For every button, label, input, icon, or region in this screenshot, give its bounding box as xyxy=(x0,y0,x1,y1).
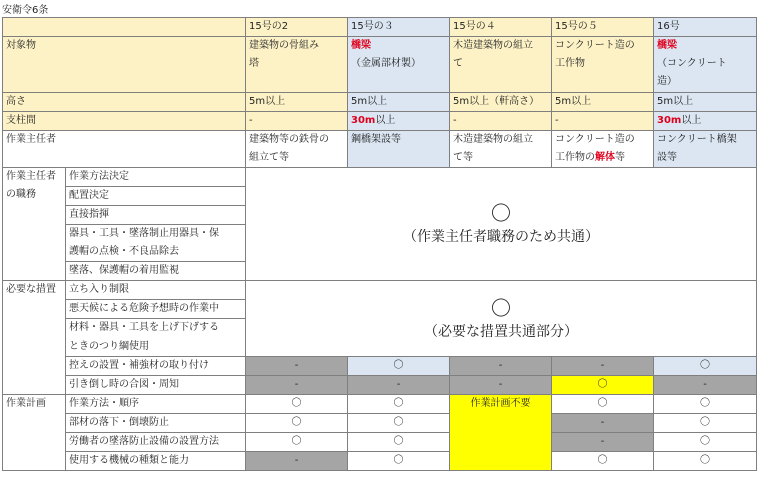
label-shunin: 作業主任者 xyxy=(3,131,246,168)
shokumu-common xyxy=(246,168,757,281)
keikaku-cell: 〇 xyxy=(348,414,450,433)
hikae-cell-2: 〇 xyxy=(348,357,450,376)
text-line: て等 xyxy=(453,152,473,163)
text-line: コンクリート橋架 xyxy=(657,134,737,145)
header-15-3: 15号の３ xyxy=(348,18,450,37)
cell-taisho-5 xyxy=(654,37,757,93)
hikitaoshi-cell-3: - xyxy=(450,376,552,395)
hikitaoshi-cell-2: - xyxy=(348,376,450,395)
label-shichukan: 支柱間 xyxy=(3,112,246,131)
hikitaoshi-cell-4: 〇 xyxy=(552,376,654,395)
keikaku-cell: 〇 xyxy=(348,395,450,414)
text-part: 工作物の xyxy=(555,152,595,163)
cell-shunin-2: 鋼橋架設等 xyxy=(348,131,450,168)
keikaku-item: 部材の落下・倒壊防止 xyxy=(66,414,246,433)
circle-mark: 〇 xyxy=(491,295,511,320)
keikaku-cell: 〇 xyxy=(654,395,757,414)
hikitaoshi-cell-1: - xyxy=(246,376,348,395)
header-16: 16号 xyxy=(654,18,757,37)
cell-shichu-4: - xyxy=(552,112,654,131)
red-text: 橋梁 xyxy=(351,40,371,51)
header-15-5: 15号の５ xyxy=(552,18,654,37)
text-line: 工作物 xyxy=(555,58,585,69)
text-line: 木造建築物の組立 xyxy=(453,40,533,51)
text-suffix: 以上 xyxy=(375,115,396,126)
header-15-4: 15号の４ xyxy=(450,18,552,37)
sochi-item: 立ち入り制限 xyxy=(66,281,246,300)
text-line: 塔 xyxy=(249,58,259,69)
shokumu-item: 直接指揮 xyxy=(66,206,246,225)
label-keikaku: 作業計画 xyxy=(3,395,66,471)
label-takasa: 高さ xyxy=(3,93,246,112)
cell-taisho-2 xyxy=(348,37,450,93)
header-15-2: 15号の2 xyxy=(246,18,348,37)
sheet-title: 安衛令6条 xyxy=(2,5,49,16)
cell-takasa-1: 5m以上 xyxy=(246,93,348,112)
cell-takasa-3: 5m以上（軒高さ） xyxy=(450,93,552,112)
cell-shichu-2 xyxy=(348,112,450,131)
keikaku-cell: 〇 xyxy=(348,452,450,471)
cell-shunin-1 xyxy=(246,131,348,168)
keikaku-cell: 〇 xyxy=(246,433,348,452)
cell-takasa-5: 5m以上 xyxy=(654,93,757,112)
hikae-cell-3: - xyxy=(450,357,552,376)
hikae-cell-4: - xyxy=(552,357,654,376)
cell-shunin-4 xyxy=(552,131,654,168)
cell-taisho-3 xyxy=(450,37,552,93)
keikaku-item: 使用する機械の種類と能力 xyxy=(66,452,246,471)
hikae-cell-1: - xyxy=(246,357,348,376)
text-line xyxy=(555,149,650,167)
keikaku-cell: - xyxy=(246,452,348,471)
red-text: 30m xyxy=(351,115,376,126)
text-line: の職務 xyxy=(6,189,36,200)
red-text: 30m xyxy=(657,115,682,126)
sochi-item: ときのつり綱使用 xyxy=(66,338,246,357)
text-line: 建築物等の鉄骨の xyxy=(249,134,329,145)
text-line: コンクリート造の xyxy=(555,40,635,51)
keikaku-cell: 〇 xyxy=(654,414,757,433)
circle-mark: 〇 xyxy=(491,201,511,225)
hikitaoshi-cell-5: - xyxy=(654,376,757,395)
keikaku-cell: - xyxy=(552,433,654,452)
cell-taisho-4 xyxy=(552,37,654,93)
keikaku-cell: 〇 xyxy=(246,395,348,414)
text-line: 建築物の骨組み xyxy=(249,40,319,51)
cell-shunin-5 xyxy=(654,131,757,168)
label-taishobutsu: 対象物 xyxy=(3,37,246,93)
text-line: 設等 xyxy=(657,152,677,163)
text-line: 組立て等 xyxy=(249,152,289,163)
cell-takasa-4: 5m以上 xyxy=(552,93,654,112)
keikaku-cell: 〇 xyxy=(654,452,757,471)
text-line: 造） xyxy=(657,76,677,87)
text-line: （金属部材製） xyxy=(351,58,421,69)
text-part: 等 xyxy=(615,152,625,163)
keikaku-item: 作業方法・順序 xyxy=(66,395,246,414)
text-line: 作業主任者 xyxy=(6,171,56,182)
shokumu-item: 器具・工具・墜落制止用器具・保 xyxy=(66,225,246,244)
keikaku-not-required: 作業計画不要 xyxy=(450,395,552,471)
shokumu-item: 配置決定 xyxy=(66,187,246,206)
shokumu-note: （作業主任者職務のため共通） xyxy=(403,229,599,245)
shokumu-item: 作業方法決定 xyxy=(66,168,246,187)
keikaku-cell: - xyxy=(552,414,654,433)
text-line: コンクリート造の xyxy=(555,134,635,145)
text-line: （コンクリート xyxy=(657,58,727,69)
shokumu-item: 墜落、保護帽の着用監視 xyxy=(66,262,246,281)
sochi-hikitaoshi-label: 引き倒し時の合図・周知 xyxy=(66,376,246,395)
cell-taisho-1 xyxy=(246,37,348,93)
red-text: 橋梁 xyxy=(657,40,677,51)
keikaku-cell: 〇 xyxy=(552,395,654,414)
cell-shunin-3 xyxy=(450,131,552,168)
keikaku-cell: 〇 xyxy=(246,414,348,433)
cell-shichu-5 xyxy=(654,112,757,131)
text-line: て xyxy=(453,58,463,69)
hikae-cell-5: 〇 xyxy=(654,357,757,376)
sochi-hikae-label: 控えの設置・補強材の取り付け xyxy=(66,357,246,376)
sochi-item: 悪天候による危険予想時の作業中 xyxy=(66,300,246,319)
keikaku-cell: 〇 xyxy=(552,452,654,471)
text-line: 木造建築物の組立 xyxy=(453,134,533,145)
keikaku-cell: 〇 xyxy=(654,433,757,452)
keikaku-cell: 〇 xyxy=(348,433,450,452)
sochi-item: 材料・器具・工具を上げ下げする xyxy=(66,319,246,338)
label-shokumu xyxy=(3,168,66,281)
cell-shichu-1: - xyxy=(246,112,348,131)
keikaku-item: 労働者の墜落防止設備の設置方法 xyxy=(66,433,246,452)
cell-takasa-2: 5m以上 xyxy=(348,93,450,112)
sochi-common xyxy=(246,281,757,357)
label-sochi: 必要な措置 xyxy=(3,281,66,395)
shokumu-item: 護帽の点検・不良品除去 xyxy=(66,243,246,262)
red-text: 解体 xyxy=(595,152,615,163)
sochi-note: （必要な措置共通部分） xyxy=(424,323,578,340)
cell-shichu-3: - xyxy=(450,112,552,131)
regulation-table xyxy=(2,17,757,471)
text-suffix: 以上 xyxy=(681,115,702,126)
header-blank xyxy=(3,18,246,37)
